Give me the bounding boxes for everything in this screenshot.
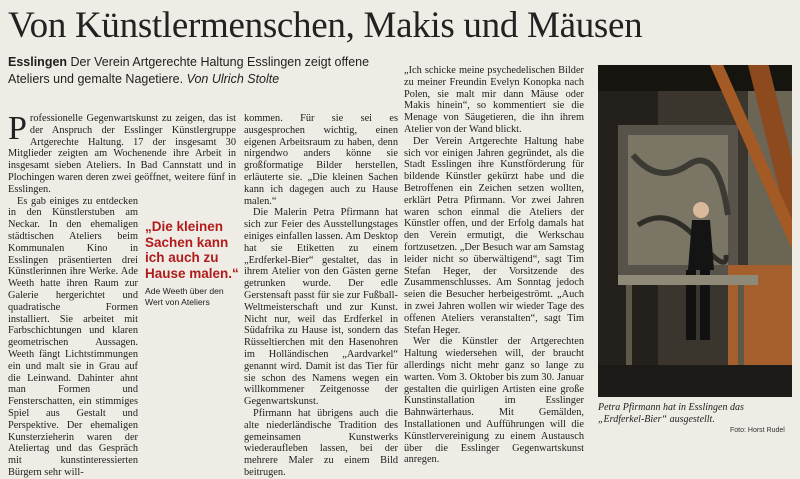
lead-text: Der Verein Artgerechte Haltung Esslingen zeigt offene Ateliers und gemalte Nagetiere. [8, 55, 370, 86]
paragraph [8, 110, 236, 196]
article-lead [8, 54, 400, 88]
paragraph: Die Malerin Petra Pfirmann hat sich zur Feier des Ausstellungstages einiges einfallen lassen. Am Desktop hat sie Etiketten zu einem „Erdferkel-Bier“ gestaltet, das in ihrem Atelier von den Gästen gerne getrunken wurde. Der edle Gerstensaft passt für sie zur Fußball-Weltmeisterschaft und zur Kunst. Nicht nur, weil das Erdferkel in Südafrika zu Hause ist, sondern das Rüsseltierchen mit den Hasenohren im Holländischen „Aardvarkel“ genannt wird. Damit ist das Tier für sie schon des Namens wegen ein willkommener Zeitgenosse der Gegenwartskunst. [244, 207, 398, 408]
pull-quote: „Die kleinen Sachen kann ich auch zu Hause malen.“ [145, 219, 239, 281]
paragraph: Pfirmann hat übrigens auch die alte niederländische Tradition des gemeinsamen Kunstwerks wiederaufleben lassen, bei der mehrere Maler zu einem Bild beitrugen. [244, 407, 398, 478]
photo-caption: Petra Pfirmann hat in Esslingen das „Erdferkel-Bier“ ausgestellt. [598, 402, 744, 425]
pull-quote-source: Ade Weeth über den Wert von Ateliers [145, 286, 224, 307]
paragraph: Wer die Künstler der Artgerechten Haltung wiedersehen will, der braucht allerdings nicht mehr ganz so lange zu warten. Vom 3. Oktober bis zum 30. Januar gestalten die quirligen Artisten eine große Kunstinstallation im Esslinger Bahnwärterhaus. Mit Gemälden, Installationen und Aufführungen will die Künstlervereinigung zu einem Austausch über die Esslinger Gegenwartskunst anregen. [404, 336, 584, 466]
photo-artwork [598, 65, 792, 397]
article-column-3 [404, 65, 584, 466]
paragraph: „Ich schicke meine psychedelischen Bilder zu meiner Freundin Evelyn Konopka nach Polen, sie malt mir dann Mäuse oder Makis hinein“, so kommentiert sie die Menage von Säugetieren, die ihn ihrem Atelier von der Wand blickt. [404, 65, 584, 135]
paragraph-text: rofessionelle Gegenwartskunst zu zeigen, das ist der Anspruch der Esslinger Künstlergruppe Artgerechte Haltung. 17 der insgesamt 30 Mitglieder zeigten am Wochenende ihre Arbeit in insgesamt sieben Ateliers. In Bad Cannstatt und in Plochingen waren deren zwei geöffnet, weitere fünf in Esslingen. [8, 113, 236, 195]
lead-place: Esslingen [8, 55, 68, 69]
dropcap: P [8, 110, 27, 147]
photo-credit: Foto: Horst Rudel [730, 427, 785, 434]
paragraph: Der Verein Artgerechte Haltung habe sich vor einigen Jahren gegründet, als die Stadt Esslingen ihre Kunstförderung für bildende Künstler gekürzt habe und die Betroffenen ein Zeichen setzen wollten, erklärt Petra Pfirmann. Vor zwei Jahren waren schon einmal die Ateliers der Künstler offen, und der Erfolg damals hat den Verein ermutigt, die Werkschau fortzusetzen. „Der Besuch war am Samstag leider nicht so überwältigend“, sagt Tim Stefan Heger, der Vorsitzende des Zusammenschlusses. Am Sonntag jedoch seien die Besucher herbeigeströmt. „Auch in zwei Jahren wollen wir wieder Tage des offenen Ateliers veranstalten“, sagt Tim Stefan Heger. [404, 135, 584, 336]
article-photo [598, 65, 792, 397]
paragraph: kommen. Für sie sei es ausgesprochen wichtig, einen eigenen Arbeitsraum zu haben, denn nirgendwo anders könne sie großformatige Bilder herstellen, erläuterte sie. „Die kleinen Sachen kann ich dagegen auch zu Hause malen.“ [244, 113, 398, 207]
paragraph: Es gab einiges zu entdecken in den Künstlerstuben am Neckar. In den ehemaligen städtischen Ateliers beim Kommunalen Kino in Esslingen präsentierten drei Künstlerinnen ihre Werke. Ade Weeth hatte ihren Raum zur Galerie hergerichtet und quadratische Formen installiert. Sie arbeitet mit Farbschichtungen und klaren geometrischen Aussagen. Weeth fängt Lichtstimmungen ein und malt sie in Grau auf die Leinwand. Dahinter ahnt man Formen und Fensterschatten, ein stimmiges Spiel aus Gestalt und Perspektive. Der ehemaligen Kunsterzieherin waren der Ateliertag und das Gespräch mit kunstinteressierten Bürgern sehr will- [8, 195, 138, 478]
article-column-2 [244, 113, 398, 479]
lead-author: Von Ulrich Stolte [186, 72, 280, 86]
headline: Von Künstlermenschen, Makis und Mäusen [8, 5, 643, 46]
pull-quote-box [145, 219, 241, 307]
